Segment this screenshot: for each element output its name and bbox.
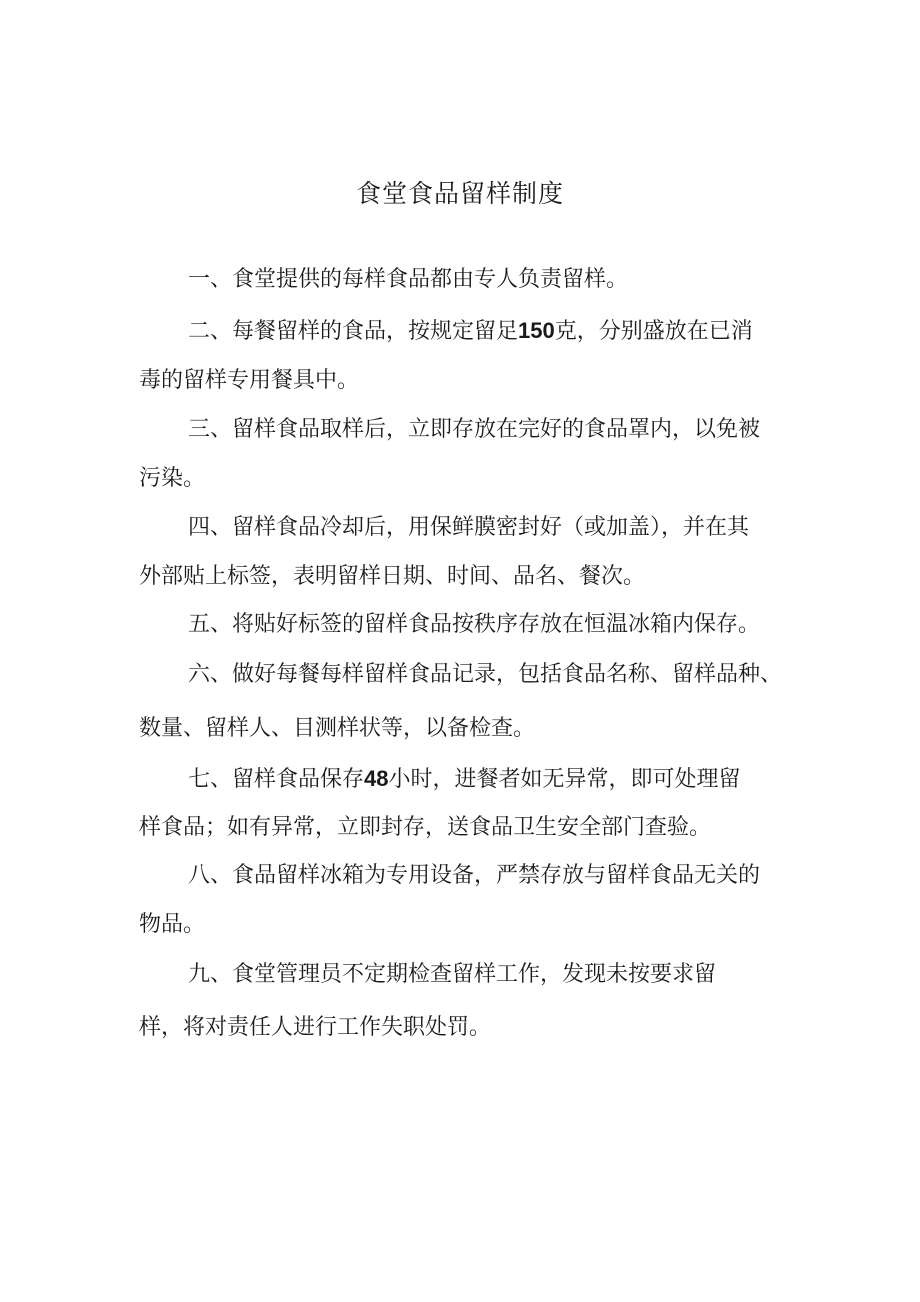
item-7-line-1 xyxy=(188,764,741,795)
item-7-text-pre: 七、留样食品保存 xyxy=(188,767,365,792)
item-4-line-2: 外部贴上标签，表明留样日期、时间、品名、餐次。 xyxy=(139,564,646,589)
item-6-line-1: 六、做好每餐每样留样食品记录，包括食品名称、留样品种、 xyxy=(188,662,783,687)
item-5-line-1: 五、将贴好标签的留样食品按秩序存放在恒温冰箱内保存。 xyxy=(188,612,761,637)
item-8-line-2: 物品。 xyxy=(139,912,206,937)
item-3-line-1: 三、留样食品取样后，立即存放在完好的食品罩内，以免被 xyxy=(188,417,761,442)
item-2-text-post: 克，分别盛放在已消 xyxy=(554,319,753,344)
item-2-text-pre: 二、每餐留样的食品，按规定留足 xyxy=(188,319,519,344)
sample-weight-value: 150 xyxy=(518,318,555,343)
item-7-line-2: 样食品；如有异常，立即封存，送食品卫生安全部门查验。 xyxy=(139,815,712,840)
item-7-text-post: 小时，进餐者如无异常，即可处理留 xyxy=(388,767,741,792)
item-8-line-1: 八、食品留样冰箱为专用设备，严禁存放与留样食品无关的 xyxy=(188,863,761,888)
item-6-line-2: 数量、留样人、目测样状等，以备检查。 xyxy=(139,716,536,741)
document-title: 食堂食品留样制度 xyxy=(355,179,564,208)
item-2-line-2: 毒的留样专用餐具中。 xyxy=(139,368,360,393)
item-4-line-1: 四、留样食品冷却后，用保鲜膜密封好（或加盖），并在其 xyxy=(188,515,750,540)
item-2-line-1 xyxy=(188,316,753,347)
item-9-line-1: 九、食堂管理员不定期检查留样工作，发现未按要求留 xyxy=(188,962,717,987)
retention-hours-value: 48 xyxy=(364,766,389,791)
item-3-line-2: 污染。 xyxy=(139,466,206,491)
item-1-line-1: 一、食堂提供的每样食品都由专人负责留样。 xyxy=(188,267,629,292)
item-9-line-2: 样，将对责任人进行工作失职处罚。 xyxy=(139,1015,492,1040)
